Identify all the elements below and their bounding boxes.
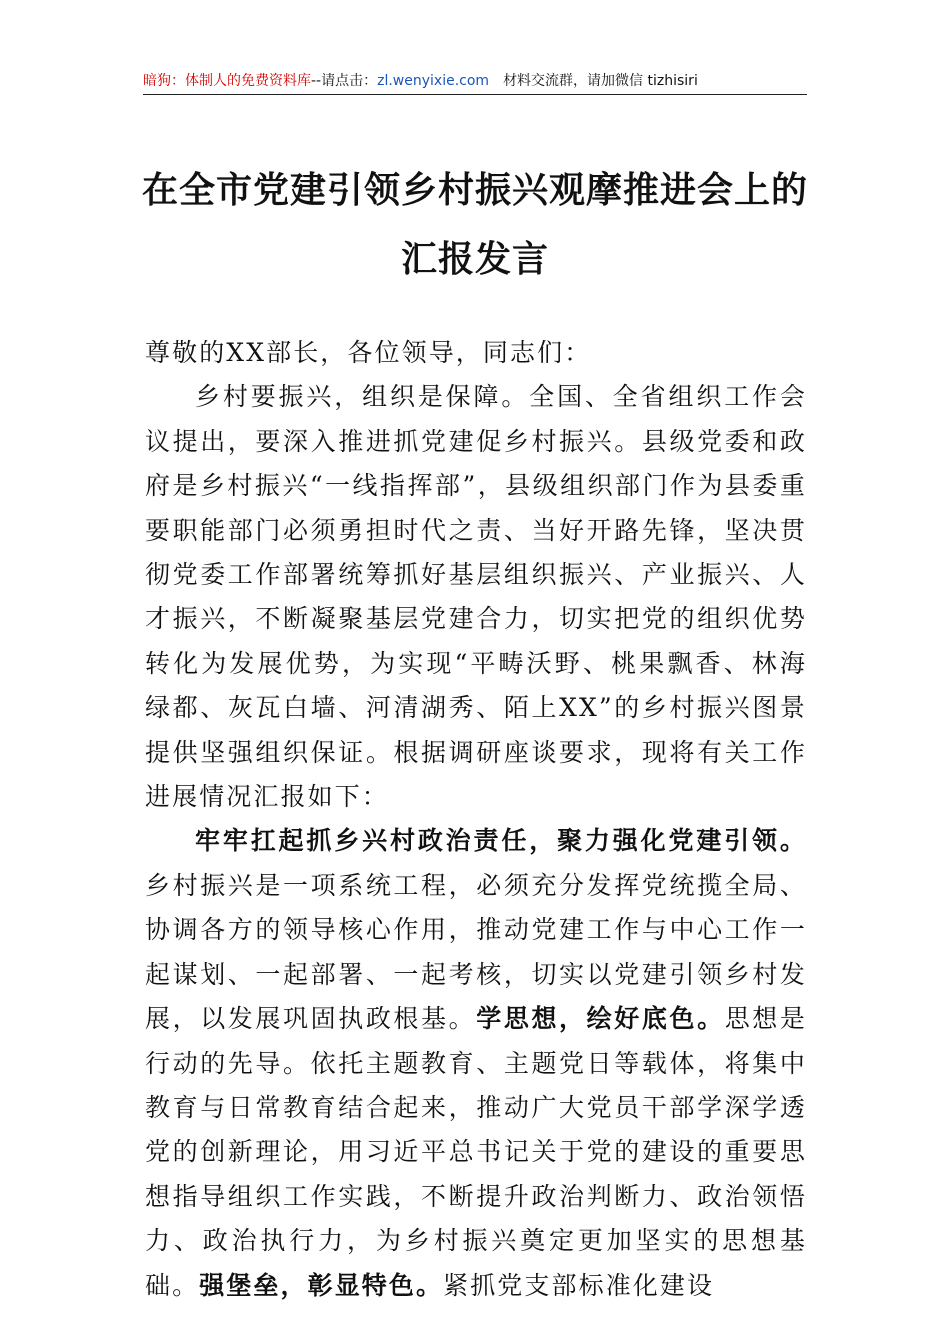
paragraph-section-1	[145, 819, 807, 1307]
page-header-banner	[143, 68, 807, 95]
section-1-text: 乡村振兴是一项系统工程，必须充分发挥党统揽全局、协调各方的领导核心作用，推动党建工作与中心工作一起谋划、一起部署、一起考核，切实以党建引领乡村发展，以发展巩固执政根基。	[145, 870, 807, 1034]
promo-text: 暗狗：体制人的免费资料库	[143, 73, 311, 89]
subsection-1-text: 思想是行动的先导。依托主题教育、主题党日等载体，将集中教育与日常教育结合起来，推动广大党员干部学深学透党的创新理论，用习近平总书记关于党的建设的重要思想指导组织工作实践，不断提升政治判断力、政治领悟力、政治执行力，为乡村振兴奠定更加坚实的思想基础。	[145, 1004, 807, 1300]
salutation: 尊敬的XX部长，各位领导，同志们：	[145, 338, 592, 367]
website-link[interactable]: zl.wenyixie.com	[377, 73, 490, 89]
document-title-line-1: 在全市党建引领乡村振兴观摩推进会上的	[141, 169, 808, 211]
subsection-2-heading: 强堡垒，彰显特色。	[199, 1270, 444, 1300]
paragraph-intro: 乡村要振兴，组织是保障。全国、全省组织工作会议提出，要深入推进抓党建促乡村振兴。县级党委和政府是乡村振兴“一线指挥部”，县级组织部门作为县委重要职能部门必须勇担时代之责、当好开路先锋，坚决贯彻党委工作部署统筹抓好基层组织振兴、产业振兴、人才振兴，不断凝聚基层党建合力，切实把党的组织优势转化为发展优势，为实现“平畴沃野、桃果飘香、林海绿都、灰瓦白墙、河清湖秀、陌上XX”的乡村振兴图景提供坚强组织保证。根据调研座谈要求，现将有关工作进展情况汇报如下：	[145, 382, 807, 812]
wechat-group-text: 材料交流群，请加微信 tizhisiri	[503, 73, 698, 89]
document-body	[145, 331, 807, 1308]
subsection-1-heading: 学思想，绘好底色。	[476, 1004, 725, 1034]
document-title-line-2: 汇报发言	[400, 238, 549, 280]
section-1-heading: 牢牢扛起抓乡兴村政治责任，聚力强化党建引领。	[195, 826, 807, 856]
subsection-2-text: 紧抓党支部标准化建设	[443, 1270, 715, 1300]
click-prefix: --请点击：	[311, 73, 378, 89]
